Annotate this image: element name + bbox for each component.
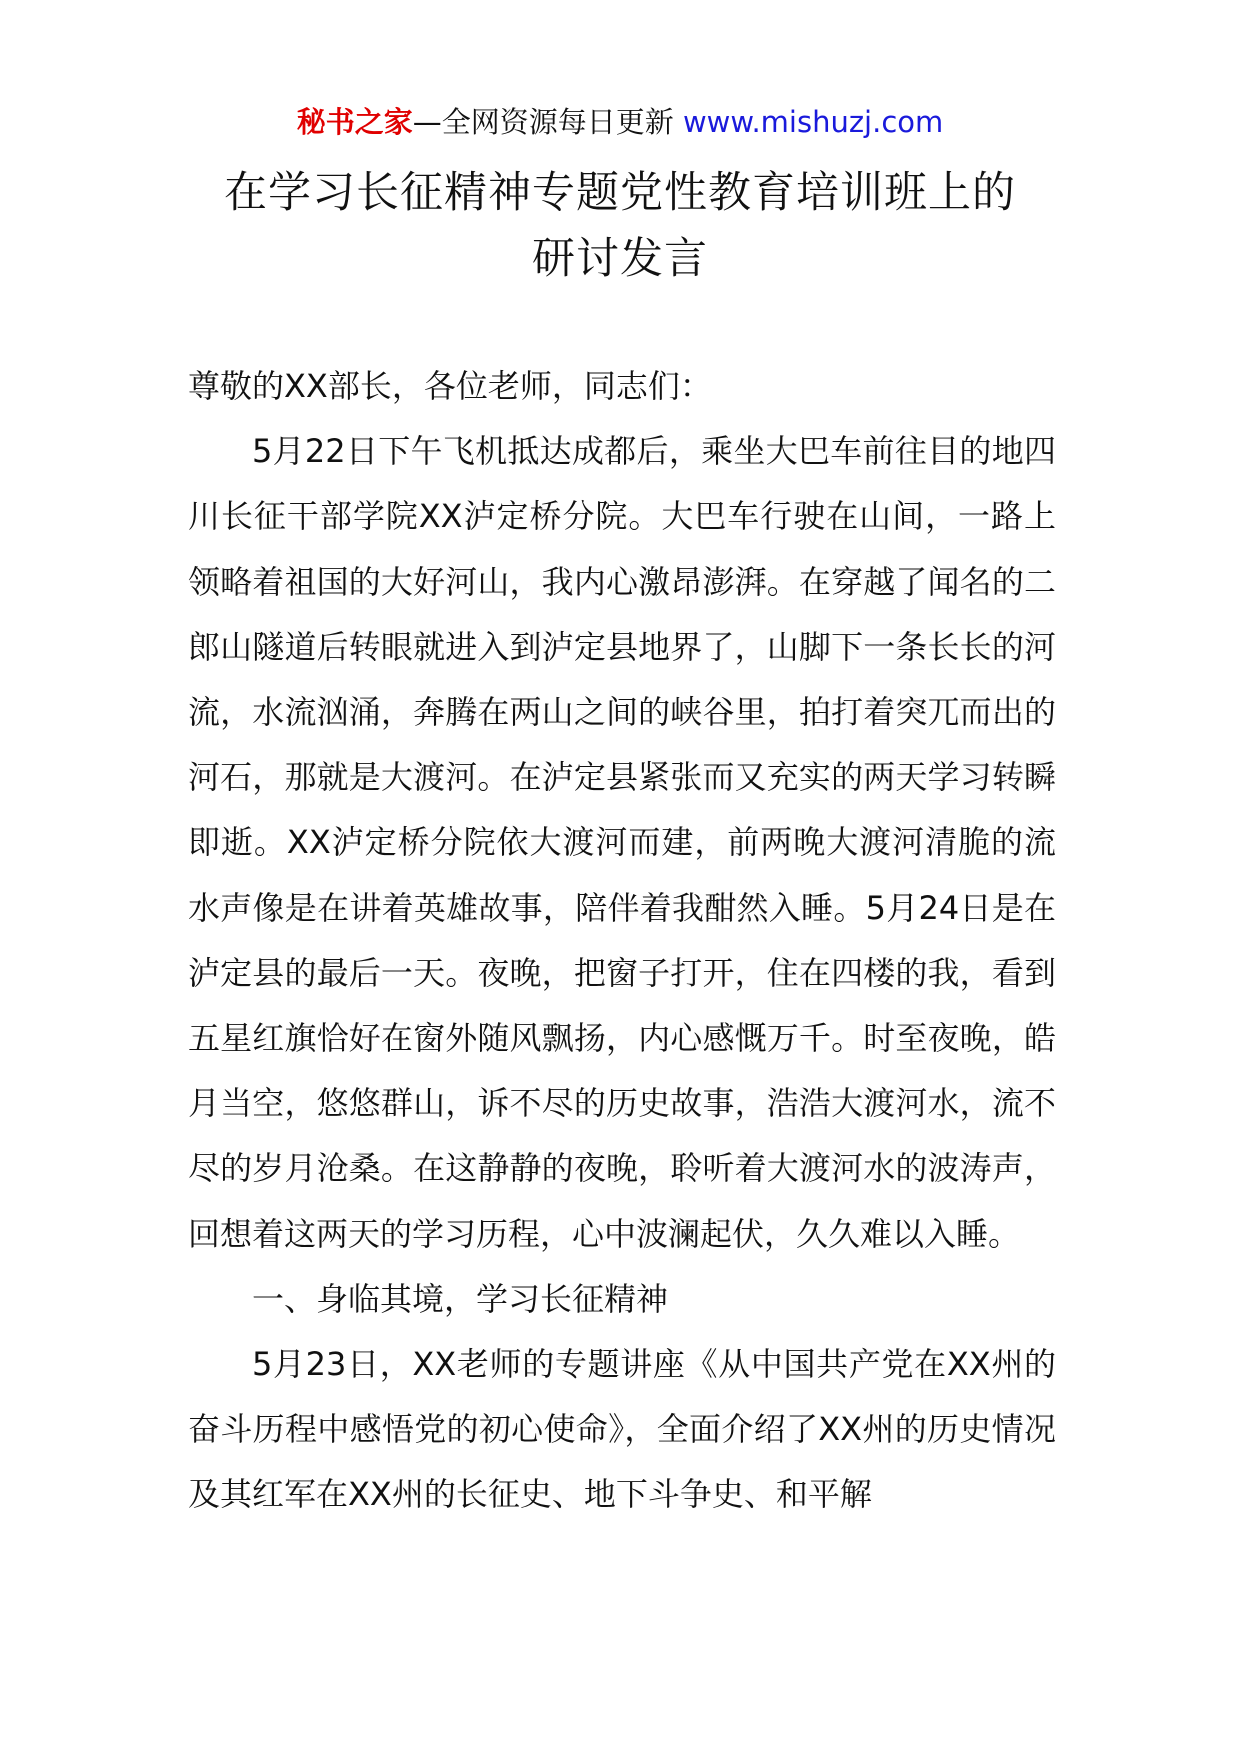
salutation: 尊敬的XX部长，各位老师，同志们： — [188, 367, 712, 405]
document-title — [0, 160, 1240, 292]
site-url-link[interactable]: www.mishuzj.com — [682, 105, 944, 139]
body-paragraph: 5月22日下午飞机抵达成都后，乘坐大巴车前往目的地四川长征干部学院XX泸定桥分院。大巴车行驶在山间，一路上领略着祖国的大好河山，我内心激昂澎湃。在穿越了闻名的二郎山隧道后转眼就进入到泸定县地界了，山脚下一条长长的河流，水流汹涌，奔腾在两山之间的峡谷里，拍打着突兀而出的河石，那就是大渡河。在泸定县紧张而又充实的两天学习转瞬即逝。XX泸定桥分院依大渡河而建，前两晚大渡河清脆的流水声像是在讲着英雄故事，陪伴着我酣然入睡。5月24日是在泸定县的最后一天。夜晚，把窗子打开，住在四楼的我，看到五星红旗恰好在窗外随风飘扬，内心感慨万千。时至夜晚，皓月当空，悠悠群山，诉不尽的历史故事，浩浩大渡河水，流不尽的岁月沧桑。在这静静的夜晚，聆听着大渡河水的波涛声，回想着这两天的学习历程，心中波澜起伏，久久难以入睡。 — [188, 432, 1056, 1253]
section-heading: 一、身临其境，学习长征精神 — [252, 1279, 669, 1318]
site-header — [0, 100, 1240, 144]
brand-name: 秘书之家 — [296, 105, 413, 139]
body-paragraph: 5月23日，XX老师的专题讲座《从中国共产党在XX州的奋斗历程中感悟党的初心使命》，全面介绍了XX州的历史情况及其红军在XX州的长征史、地下斗争史、和平解 — [188, 1345, 1056, 1514]
header-tagline: —全网资源每日更新 — [412, 105, 674, 139]
document-body — [188, 354, 1056, 1528]
title-line-1: 在学习长征精神专题党性教育培训班上的 — [224, 168, 1016, 218]
title-line-2: 研讨发言 — [532, 234, 708, 284]
